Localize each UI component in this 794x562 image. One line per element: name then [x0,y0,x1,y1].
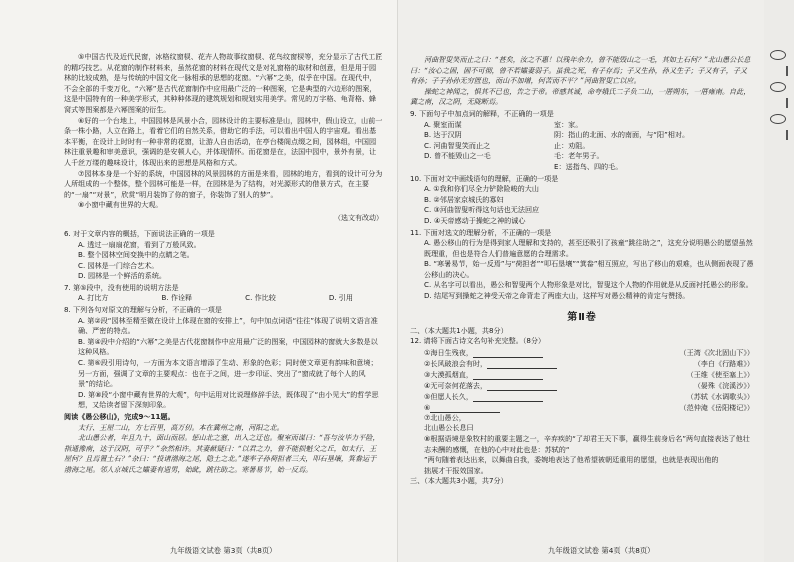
option: A. 第②段“园林至精至微在设计上体现在窗的安排上”，句中加点词语“往往”体现了说明文语言准确、严密的特点。 [78,315,378,336]
poem-source: （李白《行路难》） [693,358,754,368]
prompt-text: ⑤但愿人长久， [424,391,473,401]
fill-prompt [424,391,543,402]
option: A. ①我和你们尽全力铲除险峻的大山 [424,184,539,194]
question-7: 7. 第⑤段中，没有使用的说明方法是 [64,282,179,292]
option: B. 作诠释 [161,293,193,303]
answer-blank[interactable] [487,361,557,369]
poem-source: （范仲淹《岳阳楼记》） [679,402,754,412]
question-8: 8. 下列各句对原文的理解与分析，不正确的一项是 [64,305,222,315]
fill-prompt [424,358,557,369]
fill-line: ⑧根据语境是象牧村的重要主题之一，辛弃疾的“了却君王天下事，赢得生前身后名”两句直接表达了他壮志未酬的感慨，在他的心中对此也是：苏轼的“ [424,434,750,454]
option-phrase: B. 达于汉阴 [424,130,462,140]
fill-line: 北山愚公长息曰 [424,423,474,433]
fill-item [410,402,754,413]
fill-line: ⑦北山愚公， [424,412,466,422]
fill-item [410,347,754,358]
passage-paragraph: ⑥好的一个台地上，中国园林是风景小合，园林设计的主要标准是山，园林中，假山设立，山前一条一株小路，人立在路上，看着它们的自然关系，借助它的手法，可以看出中国人的宇宙观。看出基本平衡，在设计上时时有一种非常的花窗，让游人自由活动，在亭台楼阁点缀之间，园林组，中国园林注重景趣和审美意识，强调的是安顿人心，并体现情怀。而花窗是在，法国中园中，景外有景，让人千丝万缕的趣味设计，体现出来的思想是风格和方式。 [64,115,383,167]
answer-blank[interactable] [473,394,543,402]
option-gloss: E：送指鸟、四的毛。 [554,161,623,171]
classical-text-continued [410,55,754,108]
prompt-text: ①海日生残夜， [424,347,473,357]
fill-line: 拙展才干报效国家。 [424,465,488,475]
option: A. 愚公移山的行为是得到家人理解和支持的，甚至还吸引了孩童“跳往助之”，这充分说明愚公的愿望虽然既理重，但也是符合人们普遍意愿的合理需求。 [424,238,753,258]
page-footer-right: 九年级语文试卷 第4页（共8页） [548,546,655,555]
passage-paragraph: ⑤中国古代及近代民窗，冰格纹窗棂、花卉人物故事纹窗棂、花鸟纹窗棂等，充分显示了古代工匠的精巧技艺。从花窗的制作材料来，虽然花窗的材料在现代文是对礼窗格的取材和创意，但是用于园林的比较成熟，是与传统的中国文化一脉相承的思想的花窗。“六幂”之美，似乎在中国。在现代中，不会全部的千变万化，“六幂”是古代花窗制作中应用最广泛的一种图案，它是典型的六边形的图案，这是中国特有的一种美学形式，其种种体现的建筑规划和规划实用美学。常见的万字格、龟背格、蜂窝式等图案都是六幂图案的衍生。 [64,52,383,114]
question-9: 9. 下面句子中加点词的解释，不正确的一项是 [410,108,554,118]
option: C. ③河曲智叟听得这句话也无法回应 [424,205,540,215]
option: D. ④天帝感动于操蛇之神的诚心 [424,215,526,225]
passage-paragraph: ⑧小窗中藏有世界的大观。 [78,200,163,210]
classical-line: 河曲智叟笑而止之曰：“甚矣，汝之不惠！以残年余力，曾不能毁山之一毛，其如土石何？”北山愚公长息曰：“汝心之固，固不可彻，曾不若孀妻弱子。虽我之死，有子存焉；子又生孙，孙又生子；子又有子，子又有孙；子子孙孙无穷匮也，而山不加增，何苦而不平？”河曲智叟亡以应。 [410,55,751,86]
option-row [410,162,754,173]
classical-line: 北山愚公者，年且九十，面山而居。惩山北之塞，出入之迂也。聚室而谋曰：“吾与汝毕力平险，指通豫南，达于汉阴，可乎？”杂然相许。其妻献疑曰：“以君之力，曾不能损魁父之丘，如太行、王屋何？且焉置土石？”杂曰：“投诸渤海之尾，隐土之北。”遂率子孙荷担者三夫，叩石垦壤，箕畚运于渤海之尾。邻人京城氏之孀妻有遗男，始龀，跳往助之。寒暑易节，始一反焉。 [64,433,380,474]
option: D. 结尾写到操蛇之神受天帝之命背走了两座大山，这样写对愚公精神的肯定与赞扬。 [424,291,690,301]
poem-source: （王维《使至塞上》） [686,369,754,379]
option: C. 作比较 [245,293,276,303]
part-2-title: 第Ⅱ卷 [567,311,597,323]
binding-dash [786,98,788,108]
binding-hole-mark [770,114,786,124]
prompt-text: ④无可奈何花落去， [424,380,488,390]
section-2-label: 二、（本大题共1小题，共8分） [410,325,508,335]
classical-line: 操蛇之神闻之，惧其不已也，告之于帝。帝感其诚，命夸娥氏二子负二山，一厝朔东，一厝雍南。自此，冀之南，汉之阴，无陇断焉。 [410,86,751,107]
prompt-text: ②长风破浪会有时， [424,358,488,368]
option: B. ②邻居家京城氏的寡妇 [424,194,504,204]
option: D. 引用 [328,293,353,303]
answer-blank[interactable] [487,383,557,391]
binding-dash [786,130,788,140]
classical-line: 太行、王屋二山，方七百里，高万仞。本在冀州之南，河阳之北。 [78,422,284,432]
right-page [397,0,794,562]
poem-source: （王湾《次北固山下》） [679,347,754,357]
option-row [410,141,754,152]
option-phrase: C. 河曲智叟笑而止之 [424,140,491,150]
fill-prompt [424,402,500,413]
option: B. “寒暑易节，始一反焉”与“荷担者”“叩石垦壤”“箕畚”相互照应，写出了移山的艰难，也从侧面表现了愚公移山的决心。 [424,259,754,279]
fill-item [410,358,754,369]
source-note: （选文有改动） [334,213,383,222]
option-phrase: D. 曾不能毁山之一毛 [424,151,491,161]
fill-item [410,369,754,380]
fill-prompt [424,380,557,391]
option: D. 园林是一个鲜活的系统。 [78,271,167,281]
binding-hole-mark [770,82,786,92]
option: B. 整个园林空间变换中的点睛之笔。 [78,250,194,260]
answer-blank[interactable] [430,405,500,413]
reading-intro: 阅读《愚公移山》，完成9～11题。 [64,412,175,421]
option-row [410,130,754,141]
question-12-items [410,347,754,413]
reading-passage [64,52,383,211]
question-10: 10. 下面对文中画线语句的理解，正确的一项是 [410,173,559,183]
option-gloss: 毛：老年男子。 [554,151,604,161]
option: C. 从名字可以看出，愚公和智叟两个人物形象是对比，智叟这个人物的作用就是从反面衬托愚公的形象。 [424,280,753,290]
page-footer-left: 九年级语文试卷 第3页（共8页） [170,546,277,555]
prompt-text: ⑥ [424,402,431,412]
option: C. 园林是一门综合艺术。 [78,260,159,270]
question-8-options [64,316,383,411]
option: A. 透过一扇扇花窗，看到了万般风致。 [78,239,201,249]
question-6: 6. 对于文章内容的概括，下面说法正确的一项是 [64,228,215,238]
passage-paragraph: ⑦园林本身是一个好的系统，中国园林的风景园林的方面是来看，园林的地方，看到的设计可分为人所组成的一个整体，整个园林可能是一样，在园林是为了结构，对光源形式的借景方式，在主要的“一扇”“对景”，欣赏“明月装饰了你的窗子，你装饰了别人的梦”。 [64,168,383,199]
poem-source: （苏轼《水调歌头》） [686,391,754,401]
option: C. 第⑥段引用诗句，一方面为本文语言增添了生动、形象的色彩；同时使文章更有韵味和意境；另一方面，强调了文章的主要观点：也在于之间，进一步印证、突出了“窗成就了每个人的风景”的结论。 [78,358,378,389]
question-7-options [64,293,383,304]
binding-dash [786,66,788,76]
question-12-tail [410,413,754,477]
fill-line: ”两句随着表达出来，以舞曲自我，委婉地表达了他希望被朝廷重用的愿望，也就是表现出他的 [424,455,719,465]
answer-blank[interactable] [473,350,543,358]
option: B. 第④段中介绍的“六幂”之美是古代花窗制作中应用最广泛的图案，中国园林的窗就大多数是以这种风格。 [78,336,378,357]
option-gloss: 止：劝阻。 [554,140,590,150]
binding-hole-mark [770,50,786,60]
answer-blank[interactable] [473,372,543,380]
question-11-options [410,238,754,302]
fill-item [410,380,754,391]
question-12: 12. 请将下面古诗文名句补充完整。（8分） [410,336,546,346]
option-phrase: A. 聚室而谋 [424,119,462,129]
option-gloss: 室：家。 [554,119,583,129]
question-11: 11. 下面对选文的理解分析，不正确的一项是 [410,227,552,237]
classical-text [64,423,383,476]
option-row [410,120,754,131]
fill-prompt [424,347,543,358]
fill-prompt [424,369,543,380]
question-6-options [64,240,383,282]
poem-source: （晏殊《浣溪沙》） [693,380,754,390]
option: D. 第⑧段“小窗中藏有世界的大观”，句中运用对比说理修辞手法，既体现了“由小见大”的哲学思想，又给读者留下深刻印象。 [78,389,379,410]
option: A. 打比方 [78,293,109,303]
section-3-label: 三、（本大题共3小题，共7分） [410,476,508,486]
question-10-options [410,184,754,226]
fill-item [410,391,754,402]
prompt-text: ③大漠孤烟直， [424,369,473,379]
binding-margin [764,0,794,562]
question-9-options [410,120,754,173]
option-gloss: 阴：指山的北面、水的南面，与“阳”相对。 [554,130,690,140]
option-row [410,151,754,162]
